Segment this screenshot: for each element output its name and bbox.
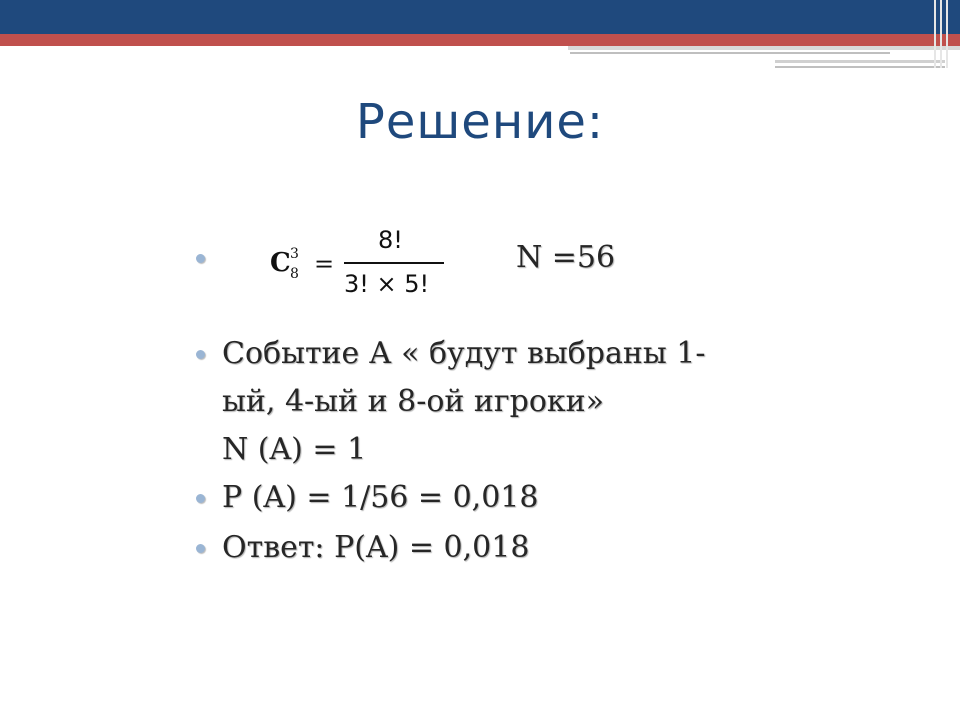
formula-numerator: 8! xyxy=(378,226,403,254)
bullet-icon xyxy=(196,544,205,553)
event-description-line2: ый, 4-ый и 8-ой игроки» xyxy=(222,384,605,419)
header-decor-vline xyxy=(946,0,948,68)
header-decor-vline xyxy=(934,0,936,68)
formula-equals: = xyxy=(314,250,335,278)
probability-line: P (A) = 1/56 = 0,018 xyxy=(222,480,539,515)
total-outcomes: N =56 xyxy=(516,240,616,275)
fraction-line xyxy=(344,262,444,264)
formula-denominator: 3! × 5! xyxy=(344,270,430,298)
formula-subscript: 8 xyxy=(290,266,299,282)
header-decor-line xyxy=(775,66,945,68)
slide-title: Решение: xyxy=(355,94,605,150)
event-description-line1: Событие А « будут выбраны 1- xyxy=(222,336,706,371)
header-band-blue xyxy=(0,0,960,34)
bullet-icon xyxy=(196,254,205,263)
header-band-red xyxy=(0,34,960,46)
formula-superscript: 3 xyxy=(290,246,299,262)
favorable-outcomes: N (A) = 1 xyxy=(222,432,367,467)
header-decor-line xyxy=(568,46,960,50)
answer-line: Ответ: P(A) = 0,018 xyxy=(222,530,530,565)
header-decor-line xyxy=(570,52,890,54)
header-decor-vline xyxy=(940,0,942,68)
combination-formula xyxy=(270,226,450,302)
bullet-icon xyxy=(196,350,205,359)
header-decor-line xyxy=(775,60,945,63)
bullet-icon xyxy=(196,494,205,503)
formula-symbol: C xyxy=(270,248,291,278)
